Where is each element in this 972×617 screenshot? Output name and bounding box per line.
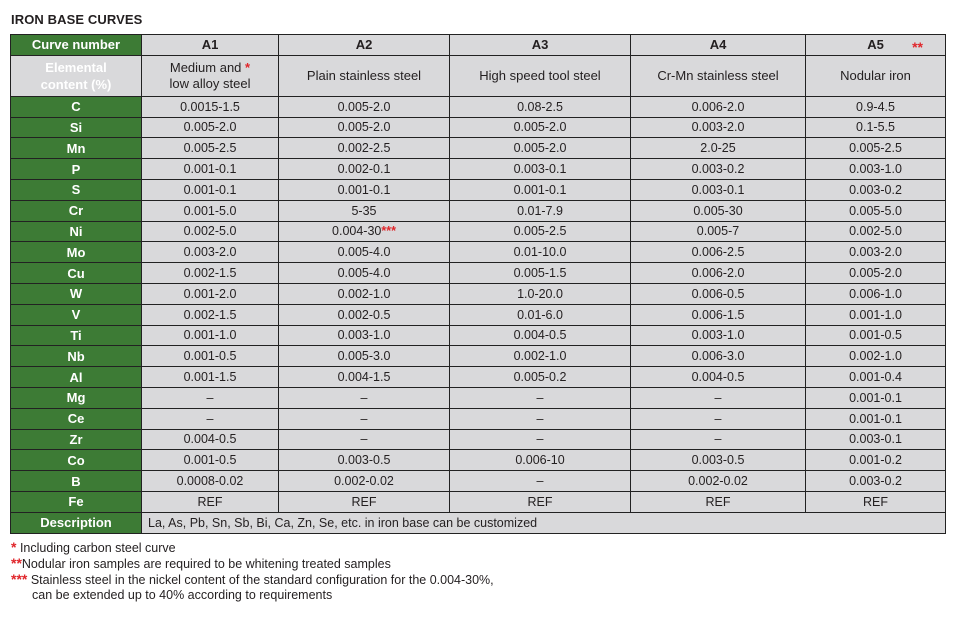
value-cell [450, 408, 631, 429]
value-cell [631, 200, 806, 221]
value-text: 0.003-2.0 [691, 120, 745, 135]
value-text: REF [705, 494, 731, 509]
value-text: 0.005-2.5 [183, 141, 237, 156]
value-text: 0.001-0.1 [513, 182, 567, 197]
column-header-a5 [806, 35, 946, 56]
value-text: REF [197, 494, 223, 509]
table-row [11, 471, 946, 492]
a5-footnote-mark: ** [912, 39, 923, 55]
value-text: 0.006-1.5 [691, 307, 745, 322]
table-row [11, 242, 946, 263]
value-cell [279, 138, 450, 159]
element-label: Ce [11, 408, 142, 429]
element-label: Cr [11, 200, 142, 221]
value-cell [806, 346, 946, 367]
value-cell [631, 96, 806, 117]
element-label: S [11, 179, 142, 200]
value-cell [631, 304, 806, 325]
value-text: 0.006-0.5 [691, 286, 745, 301]
value-text: 0.005-0.2 [513, 370, 567, 385]
value-cell [450, 304, 631, 325]
curve-number-header: Curve number [11, 35, 142, 56]
value-cell [142, 325, 279, 346]
value-text: 0.003-0.1 [849, 432, 902, 447]
value-text: 0.005-30 [693, 203, 743, 218]
value-text: 0.006-1.0 [849, 286, 902, 301]
element-label: Al [11, 367, 142, 388]
table-row [11, 179, 946, 200]
value-cell [806, 283, 946, 304]
value-text: 0.001-0.2 [849, 453, 902, 468]
elemental-content-line1: Elemental [45, 59, 107, 75]
table-row [11, 387, 946, 408]
value-text: 0.001-0.1 [337, 182, 391, 197]
value-cell [450, 491, 631, 512]
table-row [11, 117, 946, 138]
table-row [11, 367, 946, 388]
value-text: 0.005-2.0 [513, 141, 567, 156]
value-cell [142, 138, 279, 159]
value-text: 0.003-0.5 [337, 453, 391, 468]
table-row [11, 429, 946, 450]
value-cell [806, 429, 946, 450]
value-cell [631, 221, 806, 242]
value-cell [631, 117, 806, 138]
value-text: 0.01-10.0 [513, 245, 567, 260]
value-text: 0.002-0.02 [334, 474, 394, 489]
value-text: 0.001-2.0 [183, 286, 237, 301]
value-cell [279, 387, 450, 408]
value-text: 0.1-5.5 [856, 120, 895, 135]
value-cell [806, 367, 946, 388]
value-cell [806, 387, 946, 408]
elemental-content-header [11, 55, 142, 96]
value-cell [806, 263, 946, 284]
value-text: 0.002-0.5 [337, 307, 391, 322]
column-header-a1: A1 [142, 35, 279, 56]
table-row [11, 200, 946, 221]
value-text: – [360, 390, 368, 405]
value-text: 0.0008-0.02 [176, 474, 244, 489]
value-text: 0.006-2.5 [691, 245, 745, 260]
value-cell [450, 117, 631, 138]
footnote-3-text: Stainless steel in the nickel content of the standard configuration for the 0.004-30%, [30, 573, 494, 587]
table-row [11, 221, 946, 242]
element-label: B [11, 471, 142, 492]
table-row [11, 96, 946, 117]
value-text: 0.001-0.1 [849, 411, 902, 426]
value-text: 0.003-0.1 [513, 162, 567, 177]
value-cell [279, 221, 450, 242]
element-label: Nb [11, 346, 142, 367]
value-cell [450, 346, 631, 367]
value-text: – [714, 432, 722, 447]
element-label: Ni [11, 221, 142, 242]
value-text: 0.002-1.0 [849, 349, 902, 364]
value-cell [450, 283, 631, 304]
value-cell [806, 138, 946, 159]
value-text: 0.001-0.1 [183, 182, 237, 197]
value-cell [631, 138, 806, 159]
value-cell [631, 408, 806, 429]
value-text: 0.005-1.5 [513, 266, 567, 281]
value-cell [279, 263, 450, 284]
value-cell [142, 450, 279, 471]
value-cell [450, 471, 631, 492]
value-cell [142, 263, 279, 284]
type-a1-line1: Medium and [169, 59, 242, 75]
value-text: 0.003-0.2 [691, 162, 745, 177]
value-text: 5-35 [351, 203, 377, 218]
element-label: Si [11, 117, 142, 138]
value-text: 0.006-2.0 [691, 99, 745, 114]
element-label: Mg [11, 387, 142, 408]
value-cell [631, 387, 806, 408]
value-cell [450, 200, 631, 221]
element-label: P [11, 159, 142, 180]
footnote-3-continued [11, 588, 494, 603]
value-text: REF [863, 494, 888, 509]
value-text: 0.001-0.5 [183, 453, 237, 468]
value-text: – [536, 474, 544, 489]
value-text: 0.005-2.0 [183, 120, 237, 135]
value-text: 0.006-3.0 [691, 349, 745, 364]
description-text: La, As, Pb, Sn, Sb, Bi, Ca, Zn, Se, etc. in iron base can be customized [142, 512, 946, 533]
value-text: 0.001-0.5 [849, 328, 902, 343]
footnotes [11, 540, 494, 603]
value-cell [450, 221, 631, 242]
value-text: 0.003-0.5 [691, 453, 745, 468]
value-text: 0.002-1.5 [183, 266, 237, 281]
value-cell [142, 159, 279, 180]
value-text: 0.005-2.0 [513, 120, 567, 135]
curve-number-row [11, 35, 946, 56]
value-text: 0.005-2.5 [849, 141, 902, 156]
footnote-3-continued-text: can be extended up to 40% according to requirements [32, 588, 333, 602]
element-label: Zr [11, 429, 142, 450]
footnote-1-text: Including carbon steel curve [19, 541, 176, 555]
value-cell [279, 200, 450, 221]
value-text: 0.001-5.0 [183, 203, 237, 218]
footnote-1 [11, 540, 494, 556]
value-text: 0.003-1.0 [849, 162, 902, 177]
value-cell [142, 387, 279, 408]
value-cell [279, 367, 450, 388]
value-cell [631, 242, 806, 263]
value-cell [279, 117, 450, 138]
value-text: 0.005-2.0 [337, 120, 391, 135]
table-row [11, 491, 946, 512]
value-text: 0.001-0.4 [849, 370, 902, 385]
value-cell [450, 138, 631, 159]
type-a1-footnote-mark: * [245, 59, 251, 75]
value-cell [806, 408, 946, 429]
value-cell [631, 179, 806, 200]
value-text: 0.004-0.5 [183, 432, 237, 447]
element-label: V [11, 304, 142, 325]
value-text: 0.001-1.0 [849, 307, 902, 322]
value-text: – [206, 390, 214, 405]
value-cell [142, 179, 279, 200]
value-text: 0.001-0.5 [183, 349, 237, 364]
value-cell [806, 304, 946, 325]
value-cell [450, 367, 631, 388]
value-cell [450, 242, 631, 263]
value-text: – [536, 390, 544, 405]
value-cell [142, 491, 279, 512]
value-cell [142, 96, 279, 117]
element-label: Fe [11, 491, 142, 512]
value-cell [279, 429, 450, 450]
value-text: 0.005-2.0 [849, 266, 902, 281]
value-cell [450, 179, 631, 200]
value-text: 0.004-0.5 [513, 328, 567, 343]
value-cell [279, 96, 450, 117]
element-label: Ti [11, 325, 142, 346]
value-text: 0.006-2.0 [691, 266, 745, 281]
value-cell [279, 491, 450, 512]
value-cell [806, 471, 946, 492]
table-row [11, 263, 946, 284]
value-cell [450, 429, 631, 450]
element-label: Mn [11, 138, 142, 159]
value-text: 0.001-0.1 [183, 162, 237, 177]
value-cell [142, 367, 279, 388]
value-text: 0.006-10 [515, 453, 565, 468]
table-row [11, 325, 946, 346]
value-text: 0.003-1.0 [337, 328, 391, 343]
table-row [11, 159, 946, 180]
table-row [11, 138, 946, 159]
value-cell [279, 471, 450, 492]
value-cell [450, 387, 631, 408]
value-cell [631, 471, 806, 492]
ni-footnote-mark: *** [381, 224, 396, 239]
value-text: 1.0-20.0 [517, 286, 563, 301]
value-text: 0.002-1.0 [513, 349, 567, 364]
value-cell [279, 179, 450, 200]
value-text: 0.001-0.1 [849, 390, 902, 405]
value-cell [142, 304, 279, 325]
type-a5: Nodular iron [806, 55, 946, 96]
value-text: 0.003-0.2 [849, 474, 902, 489]
value-text: REF [351, 494, 377, 509]
description-label: Description [11, 512, 142, 533]
column-header-a5-label: A5 [867, 37, 884, 53]
value-cell [279, 325, 450, 346]
value-text: 0.003-2.0 [183, 245, 237, 260]
table-row [11, 304, 946, 325]
value-cell [142, 200, 279, 221]
steel-type-row [11, 55, 946, 96]
value-text: 0.003-0.1 [691, 182, 745, 197]
value-cell [631, 325, 806, 346]
value-cell [450, 96, 631, 117]
value-text: 2.0-25 [700, 141, 736, 156]
type-a4: Cr-Mn stainless steel [631, 55, 806, 96]
value-cell [806, 117, 946, 138]
value-text: – [536, 432, 544, 447]
value-text: 0.003-1.0 [691, 328, 745, 343]
value-text: 0.08-2.5 [517, 99, 563, 114]
value-cell [450, 159, 631, 180]
value-text: 0.005-4.0 [337, 245, 391, 260]
value-text: – [206, 411, 214, 426]
value-cell [142, 283, 279, 304]
value-text: – [360, 432, 368, 447]
column-header-a2: A2 [279, 35, 450, 56]
value-text: 0.01-7.9 [517, 203, 563, 218]
value-cell [806, 221, 946, 242]
table-row [11, 346, 946, 367]
type-a3: High speed tool steel [450, 55, 631, 96]
page-title: IRON BASE CURVES [11, 12, 143, 27]
footnote-3 [11, 572, 494, 588]
type-a1-line2: low alloy steel [169, 75, 251, 91]
value-cell [806, 325, 946, 346]
value-text: 0.003-0.2 [849, 182, 902, 197]
value-cell [450, 263, 631, 284]
value-cell [142, 346, 279, 367]
value-text: 0.005-7 [696, 224, 740, 239]
value-cell [631, 283, 806, 304]
value-text: 0.005-2.5 [513, 224, 567, 239]
value-cell [806, 159, 946, 180]
element-label: Mo [11, 242, 142, 263]
value-text: 0.004-0.5 [691, 370, 745, 385]
footnote-1-mark: * [11, 539, 17, 555]
value-cell [142, 408, 279, 429]
element-rows [11, 96, 946, 512]
elemental-content-line2: content (%) [40, 76, 112, 92]
footnote-3-mark: *** [11, 571, 28, 587]
value-cell [631, 450, 806, 471]
value-cell [631, 429, 806, 450]
value-cell [142, 242, 279, 263]
type-a1 [142, 55, 279, 96]
footnote-2-mark: ** [11, 555, 22, 571]
value-cell [631, 367, 806, 388]
value-text: 0.002-1.5 [183, 307, 237, 322]
value-text: 0.002-2.5 [337, 141, 391, 156]
value-text: – [360, 411, 368, 426]
value-cell [279, 346, 450, 367]
element-label: W [11, 283, 142, 304]
value-text: 0.005-3.0 [337, 349, 391, 364]
table-row [11, 283, 946, 304]
value-cell [631, 491, 806, 512]
element-label: C [11, 96, 142, 117]
value-text: 0.002-0.02 [688, 474, 748, 489]
value-text: 0.001-1.0 [183, 328, 237, 343]
value-text: 0.01-6.0 [517, 307, 563, 322]
value-text: – [536, 411, 544, 426]
value-cell [279, 408, 450, 429]
value-cell [631, 346, 806, 367]
value-cell [279, 450, 450, 471]
value-cell [142, 221, 279, 242]
value-text: 0.005-4.0 [337, 266, 391, 281]
column-header-a3: A3 [450, 35, 631, 56]
description-row [11, 512, 946, 533]
value-text: REF [527, 494, 553, 509]
value-cell [142, 117, 279, 138]
value-cell [806, 491, 946, 512]
value-cell [279, 304, 450, 325]
value-cell [806, 179, 946, 200]
footnote-2-text: Nodular iron samples are required to be whitening treated samples [21, 557, 391, 571]
value-text: – [714, 411, 722, 426]
value-cell [806, 200, 946, 221]
iron-base-curves-table [10, 34, 946, 534]
value-cell [631, 159, 806, 180]
value-text: 0.002-5.0 [183, 224, 237, 239]
value-cell [806, 242, 946, 263]
value-text: 0.9-4.5 [856, 99, 895, 114]
value-text: 0.002-5.0 [849, 224, 902, 239]
element-label: Co [11, 450, 142, 471]
value-cell [142, 429, 279, 450]
column-header-a4: A4 [631, 35, 806, 56]
value-text: 0.004-30 [332, 224, 382, 239]
value-cell [279, 159, 450, 180]
table-row [11, 408, 946, 429]
value-cell [806, 96, 946, 117]
value-text: 0.001-1.5 [183, 370, 237, 385]
value-cell [631, 263, 806, 284]
footnote-2 [11, 556, 494, 572]
value-text: 0.003-2.0 [849, 245, 902, 260]
value-text: 0.002-1.0 [337, 286, 391, 301]
value-text: 0.005-5.0 [849, 203, 902, 218]
table-row [11, 450, 946, 471]
value-text: 0.002-0.1 [337, 162, 391, 177]
value-text: – [714, 390, 722, 405]
type-a2: Plain stainless steel [279, 55, 450, 96]
value-text: 0.004-1.5 [337, 370, 391, 385]
value-cell [142, 471, 279, 492]
value-cell [806, 450, 946, 471]
value-cell [279, 242, 450, 263]
value-text: 0.0015-1.5 [180, 99, 240, 114]
value-cell [450, 325, 631, 346]
value-cell [450, 450, 631, 471]
element-label: Cu [11, 263, 142, 284]
value-text: 0.005-2.0 [337, 99, 391, 114]
value-cell [279, 283, 450, 304]
